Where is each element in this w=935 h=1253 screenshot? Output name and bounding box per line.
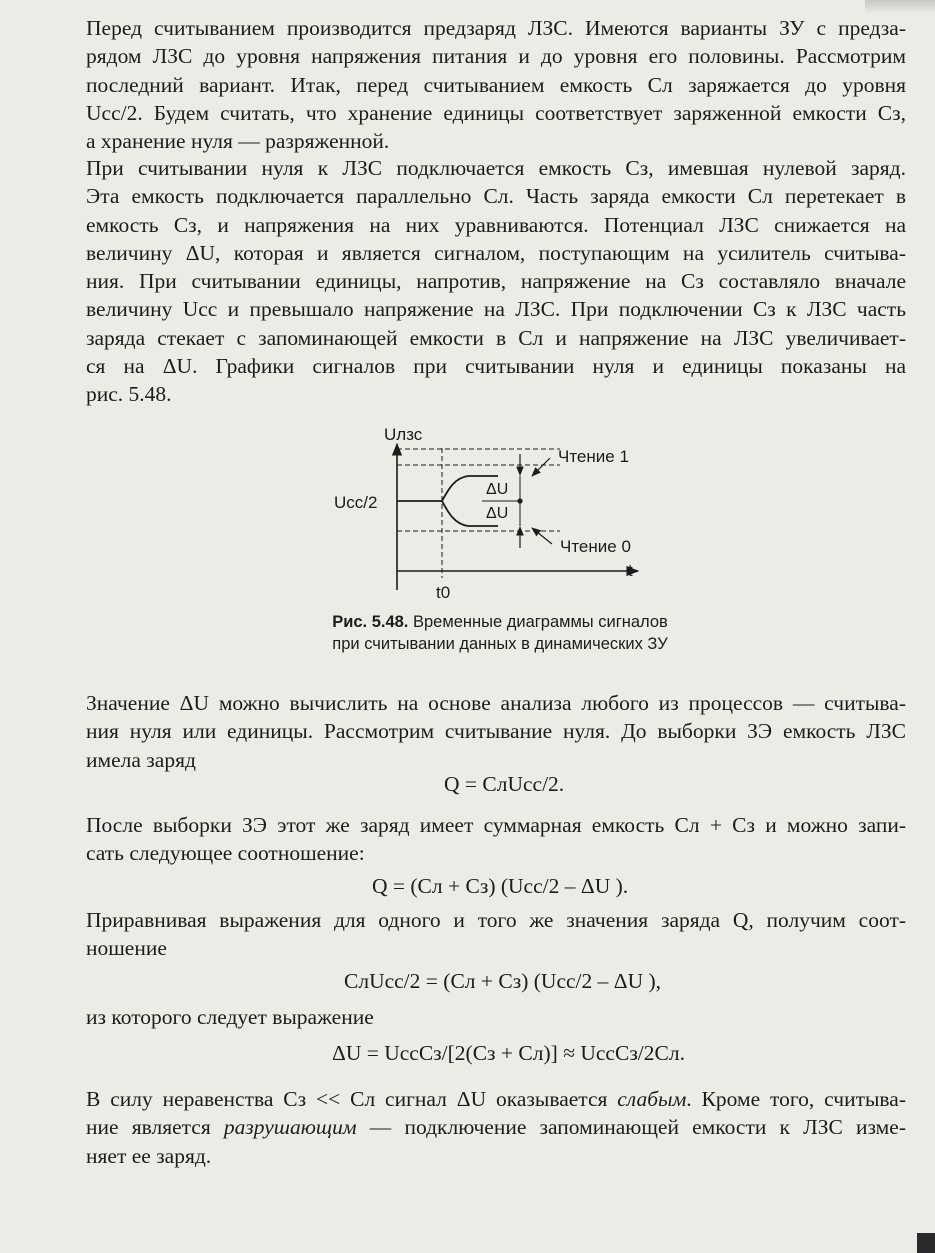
page-corner-shadow: [865, 0, 935, 14]
text-line: ношение: [86, 936, 167, 961]
x-axis-label: t: [628, 561, 633, 580]
text-line-emphasis-weak: В силу неравенства Cз << Cл сигнал ΔU оказывается слабым. Кроме того, считыва-: [86, 1087, 906, 1111]
paragraph-equating: [86, 906, 906, 963]
paragraph-precharge: [86, 14, 906, 155]
text-line: а хранение нуля — разряженной.: [86, 129, 390, 154]
paragraph-result-intro: [86, 1003, 906, 1031]
text-line: последний вариант. Итак, перед считыванием емкость Cл заряжается до уровня: [86, 72, 906, 97]
y-axis-label: Uлзс: [384, 425, 423, 444]
paragraph-reading: [86, 154, 906, 409]
caption-line-2: при считывании данных в динамических ЗУ: [332, 635, 668, 653]
text-line: ния нуля или единицы. Рассмотрим считывание нуля. До выборки ЗЭ емкость ЛЗС: [86, 719, 906, 744]
text-line: ния. При считывании единицы, напротив, напряжение на Cз составляло вначале: [86, 269, 906, 294]
level-label: Ucc/2: [334, 493, 378, 512]
text-line: имела заряд: [86, 747, 196, 772]
page-edge-shadow: [917, 1233, 935, 1253]
formula-delta-u: ΔU = UccCз/[2(Cз + Cл)] ≈ UccCз/2Cл.: [332, 1041, 685, 1065]
text-line: из которого следует выражение: [86, 1005, 374, 1029]
text-line: После выборки ЗЭ этот же заряд имеет суммарная емкость Cл + Cз и можно запи-: [86, 813, 906, 837]
t0-label: t0: [436, 583, 451, 602]
text-line: Ucc/2. Будем считать, что хранение единицы соответствует заряженной емкости Cз,: [86, 100, 906, 125]
text-line: емкость Cз, и напряжения на них уравниваются. Потенциал ЛЗС снижается на: [86, 212, 906, 237]
delta-upper-label: ΔU: [486, 481, 509, 498]
text-line-emphasis-destructive: ние является разрушающим — подключение запоминающей емкости к ЛЗС изме-: [86, 1115, 906, 1140]
text-line: величину ΔU, которая и является сигналом, поступающим на усилитель считыва-: [86, 240, 906, 265]
leader-read-one: [532, 458, 550, 476]
read-zero-label: Чтение 0: [560, 537, 631, 556]
text-line: величину Ucc и превышало напряжение на ЛЗС. При подключении Cз к ЛЗС часть: [86, 297, 906, 322]
formula-charge-after: Q = (Cл + Cз) (Ucc/2 – ΔU ).: [372, 874, 629, 898]
caption-line-1: Временные диаграммы сигналов: [413, 613, 668, 631]
timing-diagram: [320, 418, 660, 603]
text-line: При считывании нуля к ЛЗС подключается емкость Cз, имевшая нулевой заряд.: [86, 156, 906, 180]
text-line: рис. 5.48.: [86, 382, 172, 407]
paragraph-delta-analysis: [86, 689, 906, 774]
text-line: Приравнивая выражения для одного и того же значения заряда Q, получим соот-: [86, 908, 906, 932]
paragraph-conclusion: [86, 1085, 906, 1170]
leader-read-zero: [532, 528, 552, 544]
text-line: Эта емкость подключается параллельно Cл. Часть заряда емкости Cл перетекает в: [86, 184, 906, 209]
signal-read-one: [397, 476, 498, 501]
text-line: заряда стекает с запоминающей емкости в Cл и напряжение на ЛЗС увеличивает-: [86, 325, 906, 350]
read-one-label: Чтение 1: [558, 447, 629, 466]
text-line: няет ее заряд.: [86, 1143, 212, 1168]
paragraph-after-selection: [86, 811, 906, 868]
text-line: ся на ΔU. Графики сигналов при считывании нуля и единицы показаны на: [86, 354, 906, 379]
text-line: Значение ΔU можно вычислить на основе анализа любого из процессов — считыва-: [86, 691, 906, 715]
text-line: рядом ЛЗС до уровня напряжения питания и до уровня его половины. Рассмотрим: [86, 44, 906, 69]
formula-equality: CлUcc/2 = (Cл + Cз) (Ucc/2 – ΔU ),: [344, 969, 662, 993]
formula-charge-before: Q = CлUcc/2.: [444, 772, 565, 796]
delta-lower-label: ΔU: [486, 505, 509, 522]
figure-caption: [290, 611, 710, 655]
text-line: Перед считыванием производится предзаряд ЛЗС. Имеются варианты ЗУ с предза-: [86, 16, 906, 40]
text-line: сать следующее соотношение:: [86, 841, 365, 866]
caption-number: Рис. 5.48.: [332, 613, 409, 631]
